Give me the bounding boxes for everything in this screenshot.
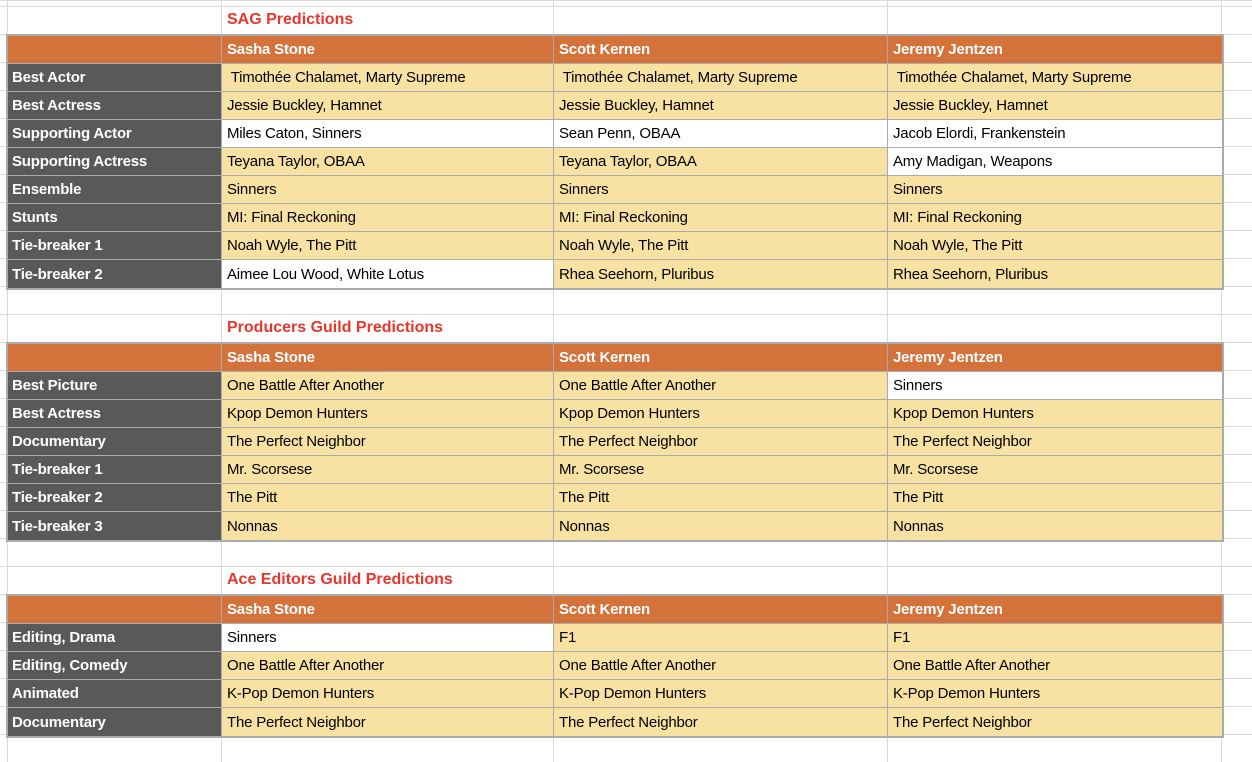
row-label-best-actress[interactable]: Best Actress — [8, 92, 222, 120]
header-corner-cell[interactable] — [8, 596, 222, 624]
row-label-tie-breaker-2[interactable]: Tie-breaker 2 — [8, 260, 222, 288]
prediction-cell[interactable]: The Pitt — [222, 484, 554, 512]
prediction-cell[interactable]: Timothée Chalamet, Marty Supreme — [222, 64, 554, 92]
prediction-cell[interactable]: Noah Wyle, The Pitt — [554, 232, 888, 260]
prediction-cell[interactable]: The Perfect Neighbor — [888, 708, 1222, 736]
prediction-cell[interactable]: MI: Final Reckoning — [888, 204, 1222, 232]
prediction-cell[interactable]: MI: Final Reckoning — [554, 204, 888, 232]
row-label-supporting-actress[interactable]: Supporting Actress — [8, 148, 222, 176]
header-corner-cell[interactable] — [8, 36, 222, 64]
prediction-cell[interactable]: Teyana Taylor, OBAA — [554, 148, 888, 176]
prediction-cell[interactable]: F1 — [888, 624, 1222, 652]
prediction-cell[interactable]: Sinners — [222, 624, 554, 652]
column-header-scott-kernen[interactable]: Scott Kernen — [554, 596, 888, 624]
prediction-cell[interactable]: Timothée Chalamet, Marty Supreme — [888, 64, 1222, 92]
prediction-cell[interactable]: Rhea Seehorn, Pluribus — [888, 260, 1222, 288]
prediction-cell[interactable]: Amy Madigan, Weapons — [888, 148, 1222, 176]
header-corner-cell[interactable] — [8, 344, 222, 372]
prediction-cell[interactable]: The Perfect Neighbor — [222, 428, 554, 456]
prediction-cell[interactable]: Miles Caton, Sinners — [222, 120, 554, 148]
row-label-stunts[interactable]: Stunts — [8, 204, 222, 232]
table-title-producers-guild-predictions: Producers Guild Predictions — [227, 319, 444, 336]
prediction-cell[interactable]: Sinners — [554, 176, 888, 204]
prediction-cell[interactable]: The Pitt — [554, 484, 888, 512]
prediction-cell[interactable]: K-Pop Demon Hunters — [888, 680, 1222, 708]
prediction-cell[interactable]: Aimee Lou Wood, White Lotus — [222, 260, 554, 288]
prediction-cell[interactable]: F1 — [554, 624, 888, 652]
prediction-cell[interactable]: The Perfect Neighbor — [554, 708, 888, 736]
row-label-animated[interactable]: Animated — [8, 680, 222, 708]
row-label-ensemble[interactable]: Ensemble — [8, 176, 222, 204]
prediction-cell[interactable]: Nonnas — [554, 512, 888, 540]
row-label-best-actor[interactable]: Best Actor — [8, 64, 222, 92]
row-label-tie-breaker-1[interactable]: Tie-breaker 1 — [8, 456, 222, 484]
table-title-ace-editors-guild-predictions: Ace Editors Guild Predictions — [227, 571, 453, 588]
column-header-scott-kernen[interactable]: Scott Kernen — [554, 344, 888, 372]
row-label-supporting-actor[interactable]: Supporting Actor — [8, 120, 222, 148]
prediction-cell[interactable]: Nonnas — [888, 512, 1222, 540]
prediction-cell[interactable]: MI: Final Reckoning — [222, 204, 554, 232]
predictions-table-ace-editors-guild-predictions — [6, 594, 1224, 738]
prediction-cell[interactable]: Jessie Buckley, Hamnet — [554, 92, 888, 120]
prediction-cell[interactable]: Sinners — [888, 176, 1222, 204]
prediction-cell[interactable]: Teyana Taylor, OBAA — [222, 148, 554, 176]
prediction-cell[interactable]: The Pitt — [888, 484, 1222, 512]
prediction-cell[interactable]: One Battle After Another — [554, 652, 888, 680]
row-label-documentary[interactable]: Documentary — [8, 428, 222, 456]
prediction-cell[interactable]: Mr. Scorsese — [554, 456, 888, 484]
column-header-sasha-stone[interactable]: Sasha Stone — [222, 596, 554, 624]
prediction-cell[interactable]: Jacob Elordi, Frankenstein — [888, 120, 1222, 148]
prediction-cell[interactable]: The Perfect Neighbor — [554, 428, 888, 456]
prediction-cell[interactable]: One Battle After Another — [222, 652, 554, 680]
prediction-cell[interactable]: Sinners — [222, 176, 554, 204]
prediction-cell[interactable]: Timothée Chalamet, Marty Supreme — [554, 64, 888, 92]
row-label-editing-comedy[interactable]: Editing, Comedy — [8, 652, 222, 680]
prediction-cell[interactable]: K-Pop Demon Hunters — [554, 680, 888, 708]
row-label-tie-breaker-1[interactable]: Tie-breaker 1 — [8, 232, 222, 260]
column-header-jeremy-jentzen[interactable]: Jeremy Jentzen — [888, 36, 1222, 64]
prediction-cell[interactable]: Nonnas — [222, 512, 554, 540]
prediction-cell[interactable]: One Battle After Another — [888, 652, 1222, 680]
row-label-tie-breaker-2[interactable]: Tie-breaker 2 — [8, 484, 222, 512]
prediction-cell[interactable]: Noah Wyle, The Pitt — [888, 232, 1222, 260]
row-label-editing-drama[interactable]: Editing, Drama — [8, 624, 222, 652]
column-header-jeremy-jentzen[interactable]: Jeremy Jentzen — [888, 344, 1222, 372]
prediction-cell[interactable]: Rhea Seehorn, Pluribus — [554, 260, 888, 288]
prediction-cell[interactable]: The Perfect Neighbor — [888, 428, 1222, 456]
row-label-documentary[interactable]: Documentary — [8, 708, 222, 736]
row-label-best-actress[interactable]: Best Actress — [8, 400, 222, 428]
row-label-tie-breaker-3[interactable]: Tie-breaker 3 — [8, 512, 222, 540]
prediction-cell[interactable]: One Battle After Another — [554, 372, 888, 400]
column-header-sasha-stone[interactable]: Sasha Stone — [222, 344, 554, 372]
prediction-cell[interactable]: Sinners — [888, 372, 1222, 400]
column-header-sasha-stone[interactable]: Sasha Stone — [222, 36, 554, 64]
prediction-cell[interactable]: Jessie Buckley, Hamnet — [222, 92, 554, 120]
predictions-table-sag-predictions — [6, 34, 1224, 290]
column-header-jeremy-jentzen[interactable]: Jeremy Jentzen — [888, 596, 1222, 624]
prediction-cell[interactable]: Mr. Scorsese — [888, 456, 1222, 484]
prediction-cell[interactable]: Kpop Demon Hunters — [888, 400, 1222, 428]
prediction-cell[interactable]: K-Pop Demon Hunters — [222, 680, 554, 708]
prediction-cell[interactable]: One Battle After Another — [222, 372, 554, 400]
predictions-table-producers-guild-predictions — [6, 342, 1224, 542]
prediction-cell[interactable]: Noah Wyle, The Pitt — [222, 232, 554, 260]
column-header-scott-kernen[interactable]: Scott Kernen — [554, 36, 888, 64]
prediction-cell[interactable]: The Perfect Neighbor — [222, 708, 554, 736]
prediction-cell[interactable]: Kpop Demon Hunters — [554, 400, 888, 428]
row-label-best-picture[interactable]: Best Picture — [8, 372, 222, 400]
prediction-cell[interactable]: Jessie Buckley, Hamnet — [888, 92, 1222, 120]
prediction-cell[interactable]: Kpop Demon Hunters — [222, 400, 554, 428]
prediction-cell[interactable]: Sean Penn, OBAA — [554, 120, 888, 148]
table-title-sag-predictions: SAG Predictions — [227, 11, 354, 28]
prediction-cell[interactable]: Mr. Scorsese — [222, 456, 554, 484]
